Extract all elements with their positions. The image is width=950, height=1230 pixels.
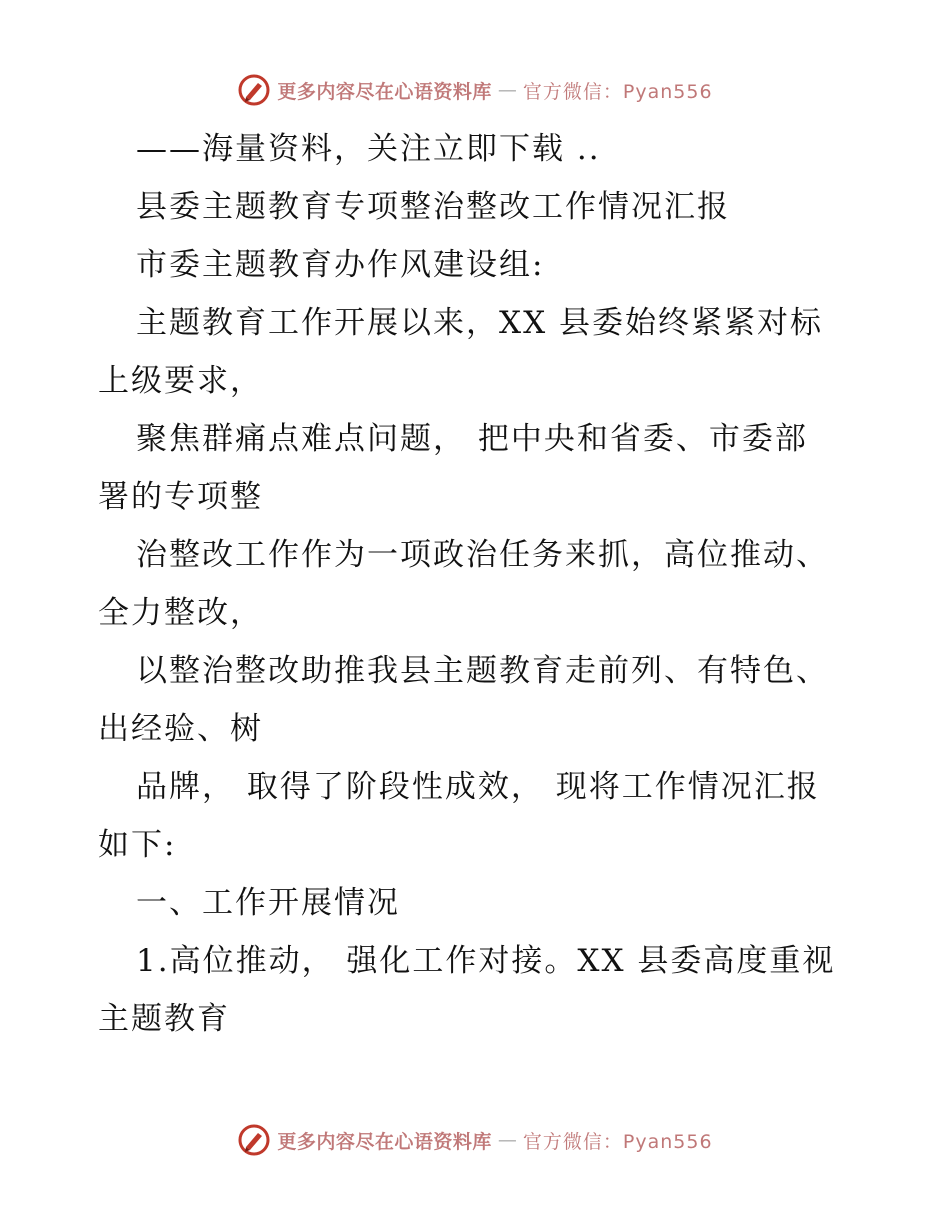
- paragraph-line: 主题教育工作开展以来，XX 县委始终紧紧对标: [136, 305, 823, 341]
- paragraph-line: 以整治整改助推我县主题教育走前列、有特色、: [136, 653, 829, 689]
- document-title: 县委主题教育专项整治整改工作情况汇报: [136, 189, 730, 225]
- banner-main-text: 更多内容尽在心语资料库: [277, 80, 492, 103]
- logo-icon: [237, 1123, 271, 1157]
- document-body: [98, 120, 858, 1048]
- paragraph-line: 如下:: [98, 827, 177, 863]
- banner-wechat-text: 官方微信：Pyan556: [522, 1130, 713, 1153]
- banner-main-text: 更多内容尽在心语资料库: [277, 1130, 492, 1153]
- addressee: 市委主题教育办作风建设组:: [136, 247, 545, 283]
- paragraph-line: 署的专项整: [98, 479, 263, 515]
- paragraph-line: 治整改工作作为一项政治任务来抓，高位推动、: [136, 537, 829, 573]
- logo-icon: [237, 73, 271, 107]
- paragraph-line: 上级要求，: [98, 363, 263, 399]
- header-watermark-banner: [0, 70, 950, 110]
- banner-wechat-text: 官方微信：Pyan556: [522, 80, 713, 103]
- footer-watermark-banner: [0, 1120, 950, 1160]
- paragraph-line: 主题教育: [98, 1001, 230, 1037]
- paragraph-line: 全力整改，: [98, 595, 263, 631]
- banner-dash: —: [497, 79, 517, 101]
- paragraph-line: 出经验、树: [98, 711, 263, 747]
- paragraph-line: 1.高位推动， 强化工作对接。XX 县委高度重视: [136, 943, 836, 979]
- intro-line: ——海量资料，关注立即下载 ..: [136, 131, 601, 167]
- banner-dash: —: [497, 1129, 517, 1151]
- paragraph-line: 聚焦群痛点难点问题， 把中央和省委、市委部: [136, 421, 808, 457]
- paragraph-line: 品牌， 取得了阶段性成效， 现将工作情况汇报: [136, 769, 820, 805]
- section-heading: 一、工作开展情况: [136, 885, 400, 921]
